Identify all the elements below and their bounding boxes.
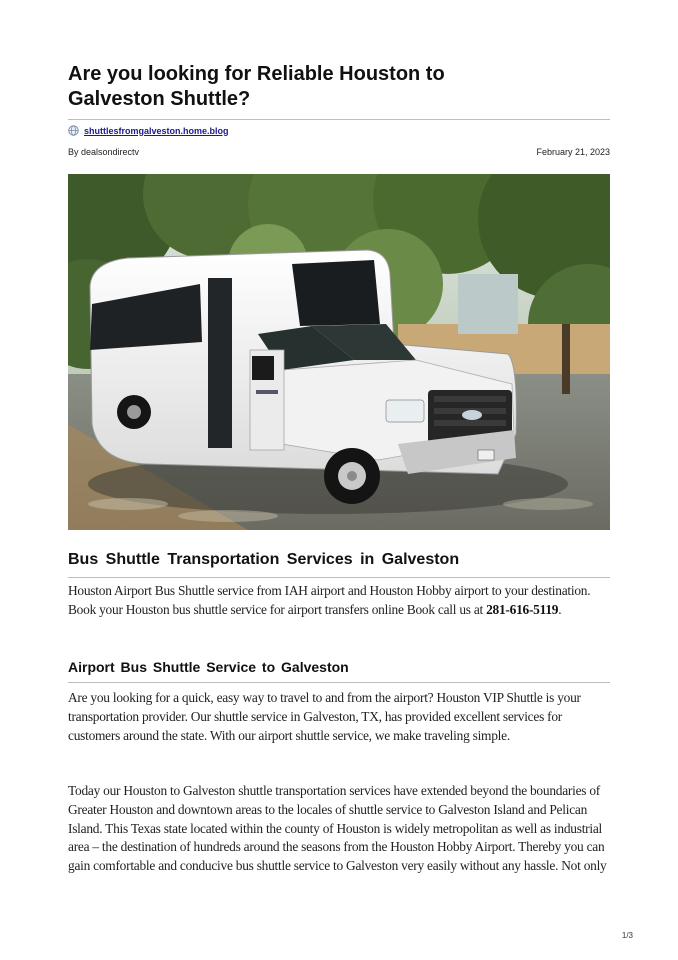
section-heading-bus-shuttle: Bus Shuttle Transportation Services in Galveston [68, 551, 460, 568]
page-number: 1/3 [621, 931, 633, 940]
phone-number[interactable]: 281-616-5119 [486, 601, 559, 617]
intro-text: Houston Airport Bus Shuttle service from IAH airport and Houston Hobby airport to your destination. Book your Houston bus shuttle service for airport transfers online Book call us at [68, 583, 591, 617]
section-heading-airport-bus: Airport Bus Shuttle Service to Galveston [68, 659, 349, 675]
shuttle-bus-photo [68, 174, 610, 530]
globe-icon [68, 125, 79, 136]
author: By dealsondirectv [68, 147, 140, 157]
body-paragraph: Today our Houston to Galveston shuttle transportation services have extended beyond the boundaries of Greater Houston and downtown areas to the locales of shuttle service to Galveston Island and Pelican Island. This Texas state located within the county of Houston is widely metropolitan as well as industrial area – the destination of hundreds around the seasons from the Houston Hobby Airport. Thereby you can gain comfortable and conducive bus shuttle service to Galveston very easily without any hassle. Not only [68, 783, 607, 874]
intro-paragraph [68, 582, 610, 620]
source-line [68, 125, 229, 136]
article-title: Are you looking for Reliable Houston to Galveston Shuttle? [68, 63, 445, 110]
section-divider [68, 682, 610, 683]
publish-date: February 21, 2023 [536, 147, 610, 157]
source-link[interactable]: shuttlesfromgalveston.home.blog [84, 125, 229, 136]
section-divider [68, 577, 610, 578]
body-paragraph: Are you looking for a quick, easy way to travel to and from the airport? Houston VIP Shuttle is your transportation provider. Our shuttle service in Galveston, TX, has provided excellent services for customers around the state. With our airport shuttle service, we make traveling simple. [68, 690, 581, 743]
title-divider [68, 119, 610, 120]
byline [68, 147, 610, 157]
intro-text-end: . [558, 601, 562, 617]
